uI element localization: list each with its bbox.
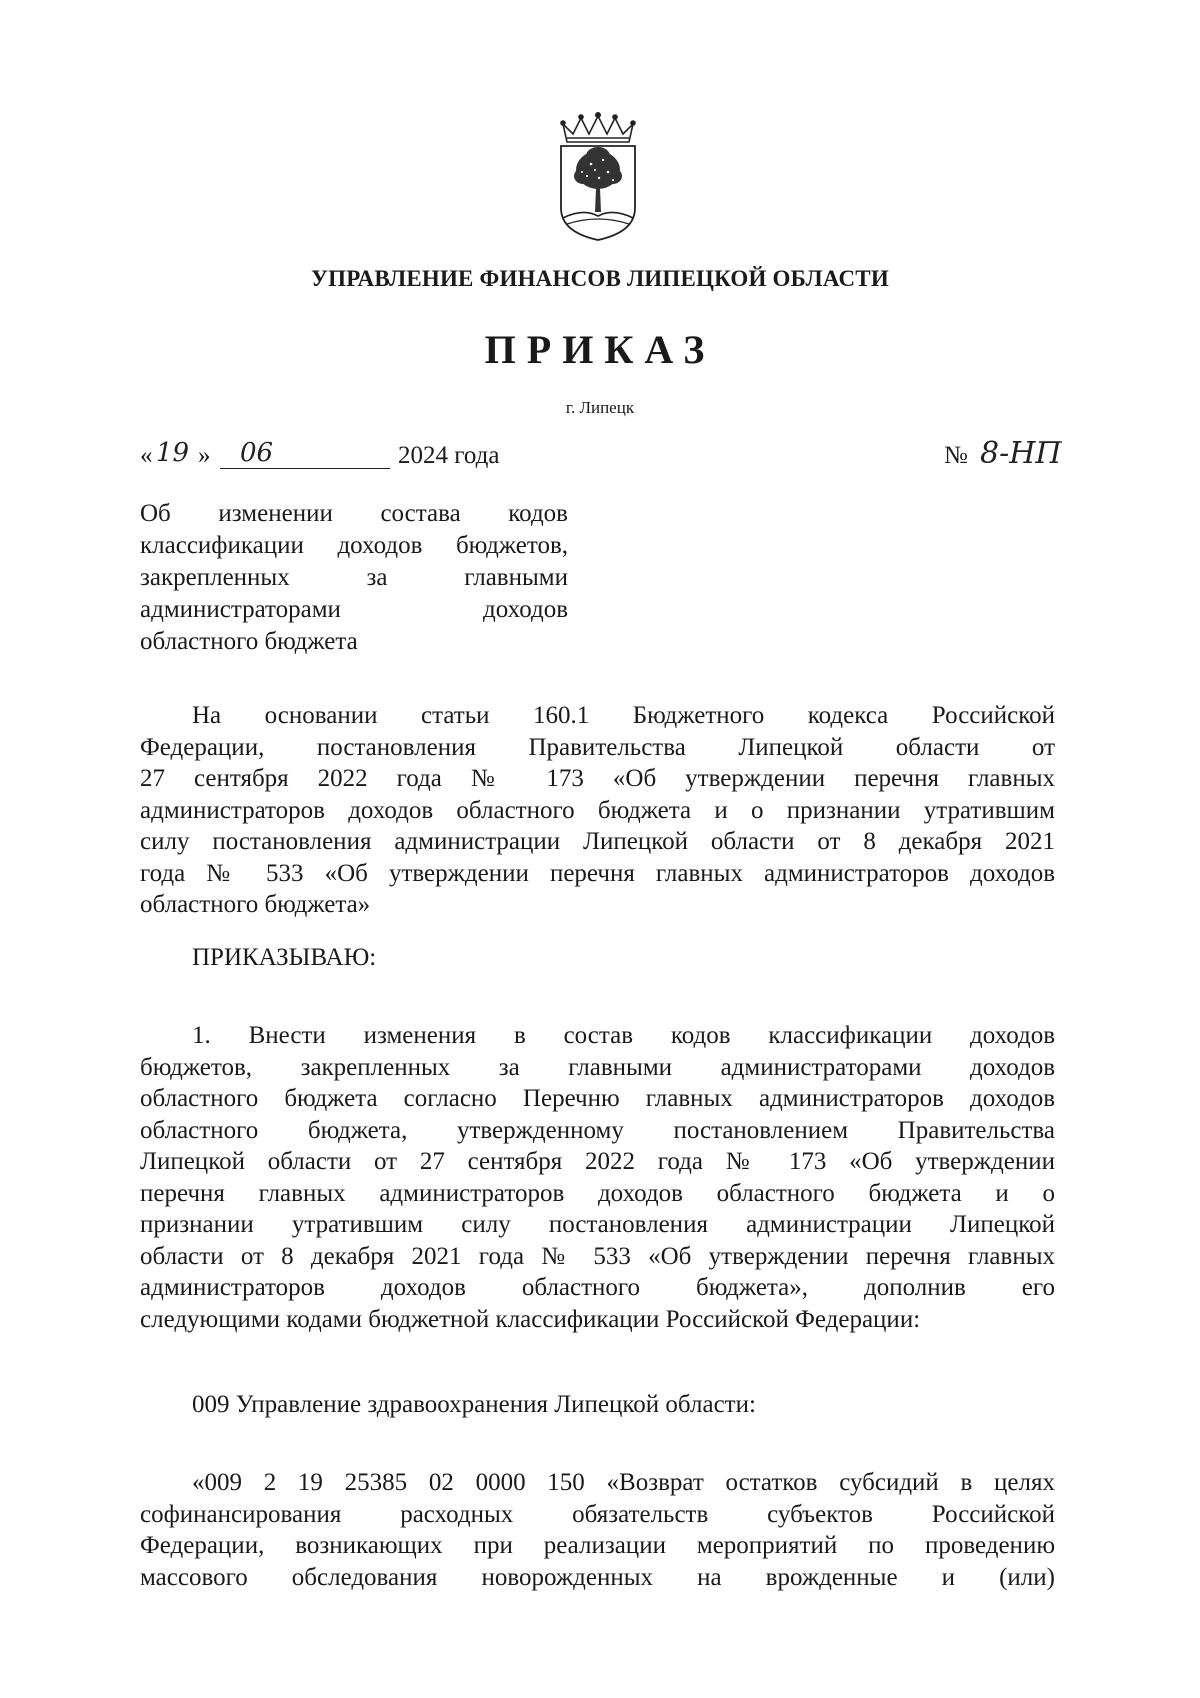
paragraph-line: силу постановления администрации Липецкой области от 8 декабря 2021 [140, 828, 1055, 855]
paragraph-line: Федерации, постановления Правительства Липецкой области от [140, 733, 1055, 761]
date-close-quote: » [198, 442, 211, 469]
subject-line: областного бюджета [140, 628, 358, 655]
preamble-paragraph [140, 700, 1055, 921]
paragraph-line: областного бюджета» [140, 891, 371, 918]
department-block [140, 1389, 1055, 1421]
city-name: г. Липецк [565, 398, 635, 417]
paragraph-line: «009 2 19 25385 02 0000 150 «Возврат остатков субсидий в целях [192, 1469, 1055, 1496]
number-handwritten: 8-НП [980, 436, 1062, 471]
paragraph-line: признании утратившим силу постановления администрации Липецкой [140, 1211, 1055, 1238]
order-word-block [140, 942, 1055, 974]
coat-of-arms-icon [553, 112, 643, 242]
paragraph-line: перечня главных администраторов доходов областного бюджета и о [140, 1179, 1055, 1207]
subject-line: закрепленных за главными [140, 564, 568, 591]
paragraph-line: области от 8 декабря 2021 года № 533 «Об утверждении перечня главных [140, 1242, 1055, 1270]
paragraph-line: года № 533 «Об утверждении перечня главных администраторов доходов [140, 859, 1055, 887]
date-month-underline [220, 468, 390, 469]
paragraph-line: На основании статьи 160.1 Бюджетного кодекса Российской [192, 702, 1055, 729]
paragraph-line: следующими кодами бюджетной классификации Российской Федерации: [140, 1305, 921, 1333]
paragraph-line: администраторов доходов областного бюджета и о признании утратившим [140, 796, 1055, 824]
subject-line: классификации доходов бюджетов, [140, 532, 568, 559]
paragraph-line: 27 сентября 2022 года № 173 «Об утверждении перечня главных [140, 765, 1055, 792]
order-word: ПРИКАЗЫВАЮ: [192, 944, 377, 971]
agency-name: УПРАВЛЕНИЕ ФИНАНСОВ ЛИПЕЦКОЙ ОБЛАСТИ [311, 266, 889, 291]
date-day-handwritten: 19 [156, 438, 190, 468]
code-paragraph [140, 1467, 1055, 1593]
date-open-quote: « [140, 442, 153, 469]
subject-line: Об изменении состава кодов [140, 500, 568, 527]
paragraph-line: Липецкой области от 27 сентября 2022 года № 173 «Об утверждении [140, 1148, 1055, 1175]
item-1-paragraph [140, 1020, 1055, 1335]
date-month-handwritten: 06 [240, 438, 274, 468]
number-sign: № [944, 442, 968, 469]
document-subject [140, 498, 568, 658]
date-line [140, 438, 560, 478]
date-year: 2024 года [398, 442, 500, 469]
paragraph-line: администраторов доходов областного бюджета», дополнив его [140, 1274, 1055, 1301]
paragraph-line: областного бюджета, утвержденному постановлением Правительства [140, 1116, 1055, 1144]
paragraph-line: массового обследования новорожденных на врожденные и (или) [140, 1563, 1055, 1591]
document-number [944, 436, 1094, 478]
paragraph-line: 1. Внести изменения в состав кодов классификации доходов [192, 1022, 1055, 1049]
subject-line: администраторами доходов [140, 596, 568, 623]
document-title: ПРИКАЗ [484, 327, 716, 372]
paragraph-line: софинансирования расходных обязательств субъектов Российской [140, 1500, 1055, 1528]
paragraph-line: Федерации, возникающих при реализации мероприятий по проведению [140, 1532, 1055, 1559]
paragraph-line: областного бюджета согласно Перечню главных администраторов доходов [140, 1085, 1055, 1112]
paragraph-line: бюджетов, закрепленных за главными администраторами доходов [140, 1053, 1055, 1081]
department-line: 009 Управление здравоохранения Липецкой области: [192, 1391, 756, 1418]
